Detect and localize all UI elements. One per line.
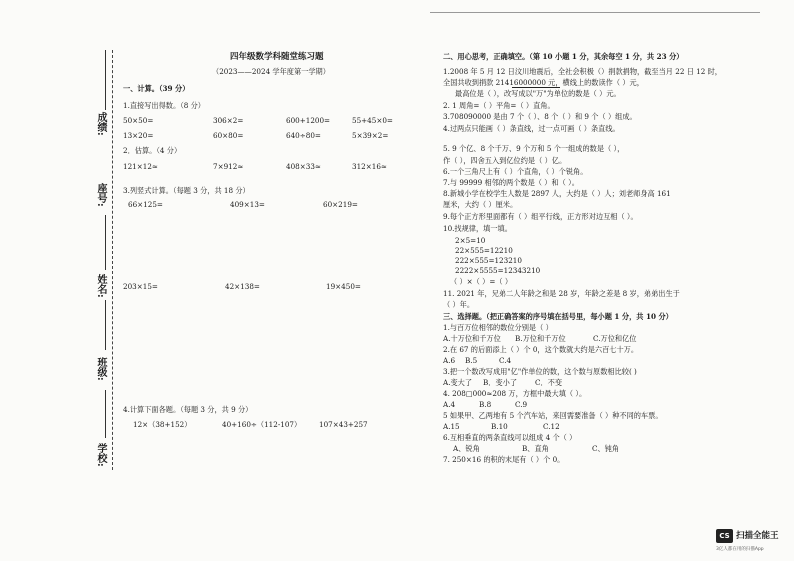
option: A.4 (443, 400, 456, 409)
question: 作（ ），四舍五入到亿位约是（ ）亿。 (443, 156, 567, 165)
name-label: 姓名: (95, 274, 106, 298)
question: 9.每个正方形里面都有（ ）组平行线，正方形对边互相（ ）。 (443, 212, 638, 221)
option: A、锐角 (453, 444, 480, 453)
class-label: 班级: (95, 357, 106, 381)
name-blank (105, 390, 106, 438)
problem: 13×20= (123, 131, 154, 140)
problem: 7×912≈ (213, 162, 244, 171)
question: 5. 9 个亿、8 个千万、9 个万和 5 个一组成的数是（ ）， (443, 144, 625, 153)
choice-question: 6.互相垂直的两条直线可以组成 4 个（ ） (443, 433, 577, 442)
problem: 55+45×0= (352, 116, 393, 125)
binding-line (112, 50, 113, 470)
problem: 409×13= (230, 200, 265, 209)
option: C.9 (515, 400, 528, 409)
problem: 107×43+257 (319, 420, 368, 429)
choice-question: 2.在 67 的后面添上（ ）个 0，这个数就大约是六百七十万。 (443, 345, 639, 354)
question: 11. 2021 年，兄弟二人年龄之和是 28 岁，年龄之差是 8 岁，弟弟出生于 (443, 289, 680, 298)
problem: 5×39×2= (352, 131, 389, 140)
school-label: 学校: (95, 443, 106, 467)
problem: 306×2= (213, 116, 244, 125)
question: 厘米，大约（ ）厘米。 (443, 200, 518, 209)
problem: 600+1200= (286, 116, 331, 125)
problem: 66×125= (128, 200, 163, 209)
problem: 312×16≈ (352, 162, 387, 171)
subsection-4: 4.计算下面各题。（每题 3 分，共 9 分） (123, 405, 253, 414)
problem: 40+160÷（112-107） (222, 420, 302, 429)
choice-question: 3.把一个数改写成用"亿"作单位的数，这个数与原数相比较( ) (443, 367, 637, 376)
subsection-3: 3.列竖式计算。（每题 3 分，共 18 分） (123, 186, 250, 195)
page-subtitle: （2023——2024 学年度第一学期） (212, 67, 330, 76)
question: 1.2008 年 5 月 12 日汶川地震后，全社会积极（）捐款捐物，截至当月 22 日 12 时， (443, 67, 722, 76)
subsection-2: 2．估算。（4 分） (123, 146, 182, 155)
problem: 19×450= (326, 282, 361, 291)
section-2: 二、用心思考，正确填空。（第 10 小题 1 分，其余每空 1 分，共 23 分） (443, 52, 684, 61)
option: C.万位和亿位 (593, 334, 637, 343)
option: B.5 (465, 356, 478, 365)
problem: 60×219= (323, 200, 358, 209)
choice-question: 7. 250×16 的积的末尾有（ ）个 0。 (443, 455, 565, 464)
question: 7.与 99999 相邻的两个数是（ ）和（ ）。 (443, 178, 579, 187)
underline (512, 87, 560, 88)
option: A.6 (443, 356, 456, 365)
option: C.4 (499, 356, 512, 365)
option: C.12 (543, 422, 560, 431)
question: 6.一个三角尺上有（ ）个直角，（ ）个锐角。 (443, 167, 588, 176)
pattern-line: 2222×5555=12343210 (455, 266, 541, 275)
pattern-line: 22×555=12210 (455, 246, 513, 255)
option: B.万位和千万位 (515, 334, 566, 343)
question: 最高位是（ ），改写成以"万"为单位的数是（ ）元。 (455, 89, 621, 98)
subsection-1: 1.直接写出得数。（8 分） (123, 101, 205, 110)
page-title: 四年级数学科随堂练习题 (230, 52, 324, 62)
problem: 50×50= (123, 116, 154, 125)
option: B．变小了 (483, 378, 518, 387)
seat-label: 座号: (95, 183, 106, 207)
option: B.10 (491, 422, 508, 431)
question: 全国共收到捐款 21416000000 元，横线上的数读作（ ）元， (443, 78, 644, 87)
question: 4.过两点只能画（ ）条直线，过一点可画（ ）条直线。 (443, 124, 620, 133)
section-3: 三、选择题。（把正确答案的序号填在括号里，每小题 1 分，共 10 分） (443, 312, 673, 321)
problem: 408×33≈ (286, 162, 321, 171)
problem: 12×（38+152） (133, 420, 192, 429)
problem: 640÷80= (286, 131, 321, 140)
scanner-brand: 扫描全能王 (736, 531, 779, 541)
pattern-line: （ ）×（ ）=（ ） (450, 277, 513, 286)
scan-edge (430, 12, 760, 13)
question: （ ）年。 (443, 300, 475, 309)
section-1: 一、计算。（39 分） (123, 84, 190, 93)
question: 3.708090000 是由 7 个（ ）、8 个（ ）和 9 个（ ）组成。 (443, 112, 637, 121)
option: A.变大了 (443, 378, 473, 387)
pattern-line: 2×5=10 (455, 236, 486, 245)
question: 8.新城小学在校学生人数是 2897 人，大约是（ ）人；刘老师身高 161 (443, 189, 671, 198)
question: 2. 1 周角=（ ）平角=（ ）直角。 (443, 101, 555, 110)
problem: 60×80= (213, 131, 244, 140)
problem: 203×15= (123, 282, 158, 291)
name-blank (105, 50, 106, 110)
name-blank (105, 215, 106, 270)
choice-question: 5 如果甲、乙两地有 5 个汽车站，来回需要准备（ ）种不同的车票。 (443, 411, 663, 420)
choice-question: 4. 208□000≈208 万，方框中最大填（ ）。 (443, 389, 587, 398)
option: C、钝角 (592, 444, 620, 453)
problem: 42×138= (225, 282, 260, 291)
option: A.十万位和千万位 (443, 334, 501, 343)
question: 10.找规律，填一填。 (443, 224, 512, 233)
option: B、直角 (522, 444, 549, 453)
option: C．不变 (535, 378, 563, 387)
camscanner-logo-icon: CS (716, 529, 733, 543)
scanner-tagline: 3亿人都在用的扫描App (716, 547, 764, 552)
choice-question: 1.与百万位相邻的数位分别是（ ） (443, 323, 553, 332)
option: B.8 (479, 400, 492, 409)
score-label: 成绩: (95, 112, 106, 136)
pattern-line: 222×555=123210 (455, 256, 522, 265)
name-blank (105, 300, 106, 350)
option: A.15 (443, 422, 460, 431)
problem: 121×12≈ (123, 162, 158, 171)
